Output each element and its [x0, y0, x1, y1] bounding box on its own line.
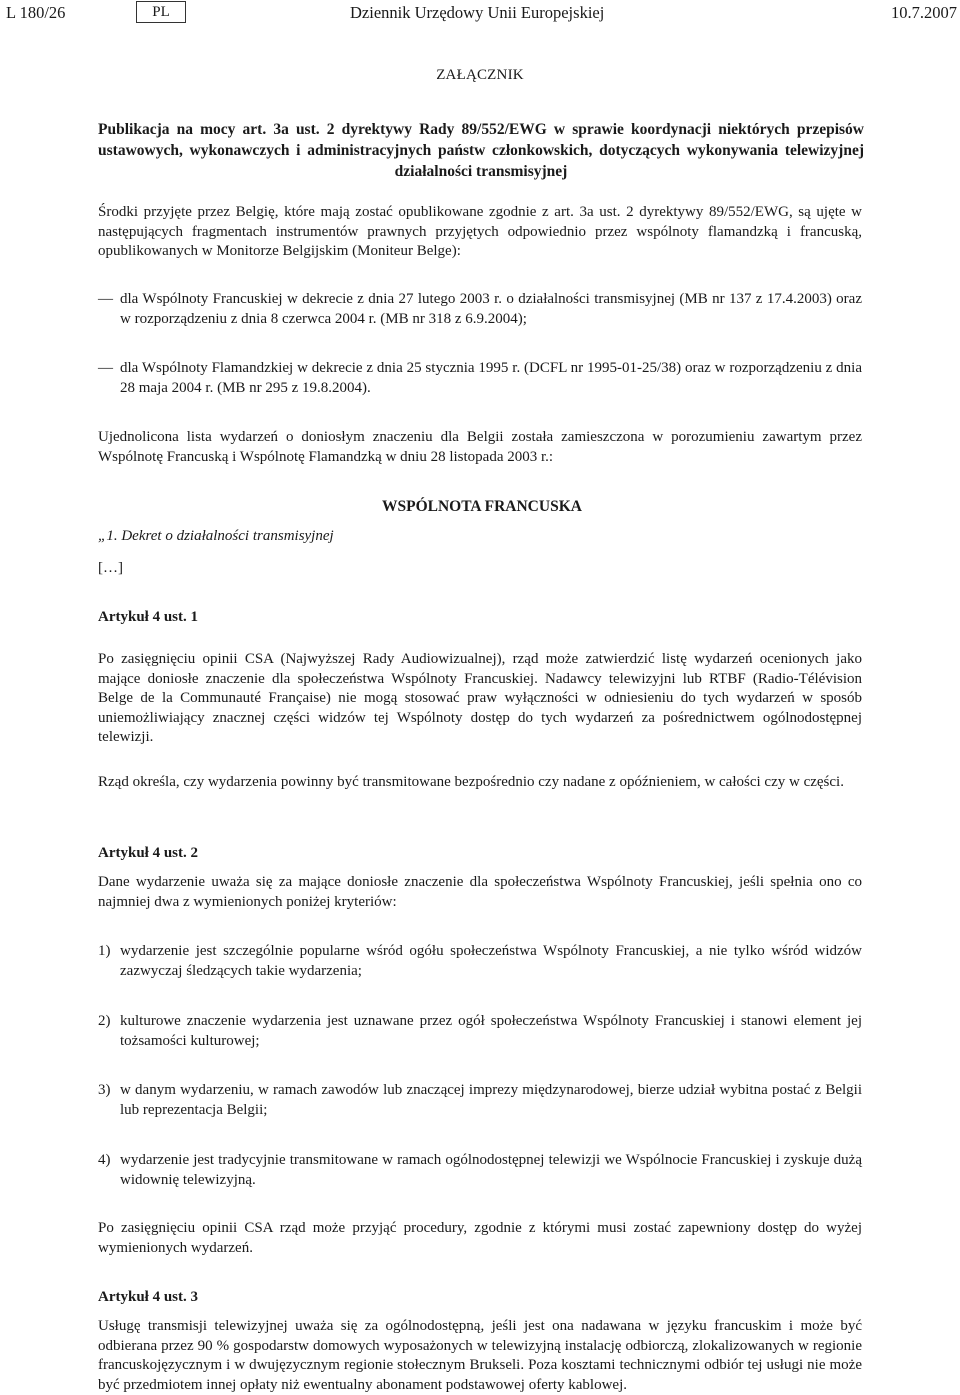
intro-paragraph: Środki przyjęte przez Belgię, które mają zostać opublikowane zgodnie z art. 3a ust. 2 dyrektywy 89/552/EWG, są ujęte w następujących fragmentach instrumentów prawnych przyjętych odpowiednio przez wspólnoty flamandzką i francuską, opublikowanych w Monitorze Belgijskim (Moniteur Belge):: [98, 204, 862, 259]
article-2-intro: Dane wydarzenie uważa się za mające doniosłe znaczenie dla społeczeństwa Wspólnoty Francuskiej, jeśli spełnia ono co najmniej dwa z wymienionych poniżej kryteriów:: [98, 874, 862, 910]
criterion-item-4: [98, 1151, 862, 1190]
journal-title: Dziennik Urzędowy Unii Europejskiej: [350, 3, 605, 22]
dash-bullet: —: [98, 360, 113, 376]
omission-marker: […]: [98, 560, 123, 576]
criterion-text: wydarzenie jest szczególnie popularne wśród ogółu społeczeństwa Wspólnoty Francuskiej, a nie tylko wśród widzów zazwyczaj śledzących takie wydarzenia;: [120, 943, 862, 979]
article-2-closing: Po zasięgnięciu opinii CSA rząd może przyjąć procedury, zgodnie z którymi musi zostać zapewniony dostęp do wyżej wymienionych wydarzeń.: [98, 1220, 862, 1256]
article-heading-3: Artykuł 4 ust. 3: [98, 1289, 199, 1305]
criterion-number: 2): [98, 1013, 111, 1029]
list-item-flemish-community: [98, 359, 862, 398]
decree-title: „1. Dekret o działalności transmisyjnej: [98, 528, 334, 544]
dash-bullet: —: [98, 291, 113, 307]
criterion-number: 1): [98, 943, 111, 959]
page-header: [0, 0, 960, 30]
criterion-item-2: [98, 1012, 862, 1051]
publication-date: 10.7.2007: [891, 3, 957, 22]
criterion-text: kulturowe znaczenie wydarzenia jest uznawane przez ogół społeczeństwa Wspólnoty Francuskiej i stanowi element jej tożsamości kulturowej;: [120, 1013, 862, 1049]
community-title: WSPÓLNOTA FRANCUSKA: [382, 498, 582, 515]
criterion-item-1: [98, 942, 862, 981]
article-heading-2: Artykuł 4 ust. 2: [98, 845, 199, 861]
criterion-text: w danym wydarzeniu, w ramach zawodów lub znaczącej imprezy międzynarodowej, bierze udział wybitna postać z Belgii lub reprezentacja Belgii;: [120, 1082, 862, 1118]
consolidated-list-paragraph: Ujednolicona lista wydarzeń o doniosłym znaczeniu dla Belgii została zamieszczona w porozumieniu zawartym przez Wspólnotę Francuską i Wspólnotę Flamandzką w dniu 28 listopada 2003 r.:: [98, 429, 862, 465]
criterion-text: wydarzenie jest tradycyjnie transmitowane w ramach ogólnodostępnej telewizji we Wspólnocie Francuskiej i zyskuje dużą widownię telewizyjną.: [120, 1152, 862, 1188]
list-item-text: dla Wspólnoty Flamandzkiej w dekrecie z dnia 25 stycznia 1995 r. (DCFL nr 1995-01-25/38) oraz w rozporządzeniu z dnia 28 maja 2004 r. (MB nr 295 z 19.8.2004).: [120, 360, 862, 396]
criterion-number: 4): [98, 1152, 111, 1168]
article-1-paragraph-2: Rząd określa, czy wydarzenia powinny być transmitowane bezpośrednio czy nadane z opóźnieniem, w całości czy w części.: [98, 774, 844, 790]
annex-title: ZAŁĄCZNIK: [436, 67, 524, 83]
list-item-text: dla Wspólnoty Francuskiej w dekrecie z dnia 27 lutego 2003 r. o działalności transmisyjnej (MB nr 137 z 17.4.2003) oraz w rozporządzeniu z dnia 8 czerwca 2004 r. (MB nr 318 z 6.9.2004);: [120, 291, 862, 327]
article-1-paragraph-1: Po zasięgnięciu opinii CSA (Najwyższej Rady Audiowizualnej), rząd może zatwierdzić listę wydarzeń ocenionych jako mające doniosłe znaczenie dla społeczeństwa Wspólnoty Francuskiej. Nadawcy telewizyjni lub RTBF (Radio-Télévision Belge de la Communauté Française) nie mogą stosować praw wyłączności w odniesieniu do tych wydarzeń w sposób uniemożliwiający znacznej części widzów tej Wspólnoty dostęp do tych wydarzeń za pośrednictwem ogólnodostępnej telewizji.: [98, 651, 862, 745]
main-heading: Publikacja na mocy art. 3a ust. 2 dyrektywy Rady 89/552/EWG w sprawie koordynacji niektórych przepisów ustawowych, wykonawczych i administracyjnych państw członkowskich, dotyczących wykonywania telewizyjnej działalności transmisyjnej: [98, 121, 864, 180]
article-3-paragraph: Usługę transmisji telewizyjnej uważa się za ogólnodostępną, jeśli jest ona nadawana w języku francuskim i może być odbierana przez 90 % gospodarstw domowych wyposażonych w telewizyjną instalację odbiorczą, zlokalizowanych w regionie francuskojęzycznym i w dwujęzycznym regionie stołecznym Brukseli. Poza kosztami technicznymi odbiór tej usługi nie może być przedmiotem innej opłaty niż ewentualny abonament podstawowej oferty kablowej.: [98, 1318, 862, 1393]
article-heading-1: Artykuł 4 ust. 1: [98, 609, 199, 625]
journal-reference: L 180/26: [6, 3, 66, 22]
criterion-number: 3): [98, 1082, 111, 1098]
language-code-box: PL: [136, 1, 186, 23]
criterion-item-3: [98, 1081, 862, 1120]
list-item-french-community: [98, 290, 862, 329]
